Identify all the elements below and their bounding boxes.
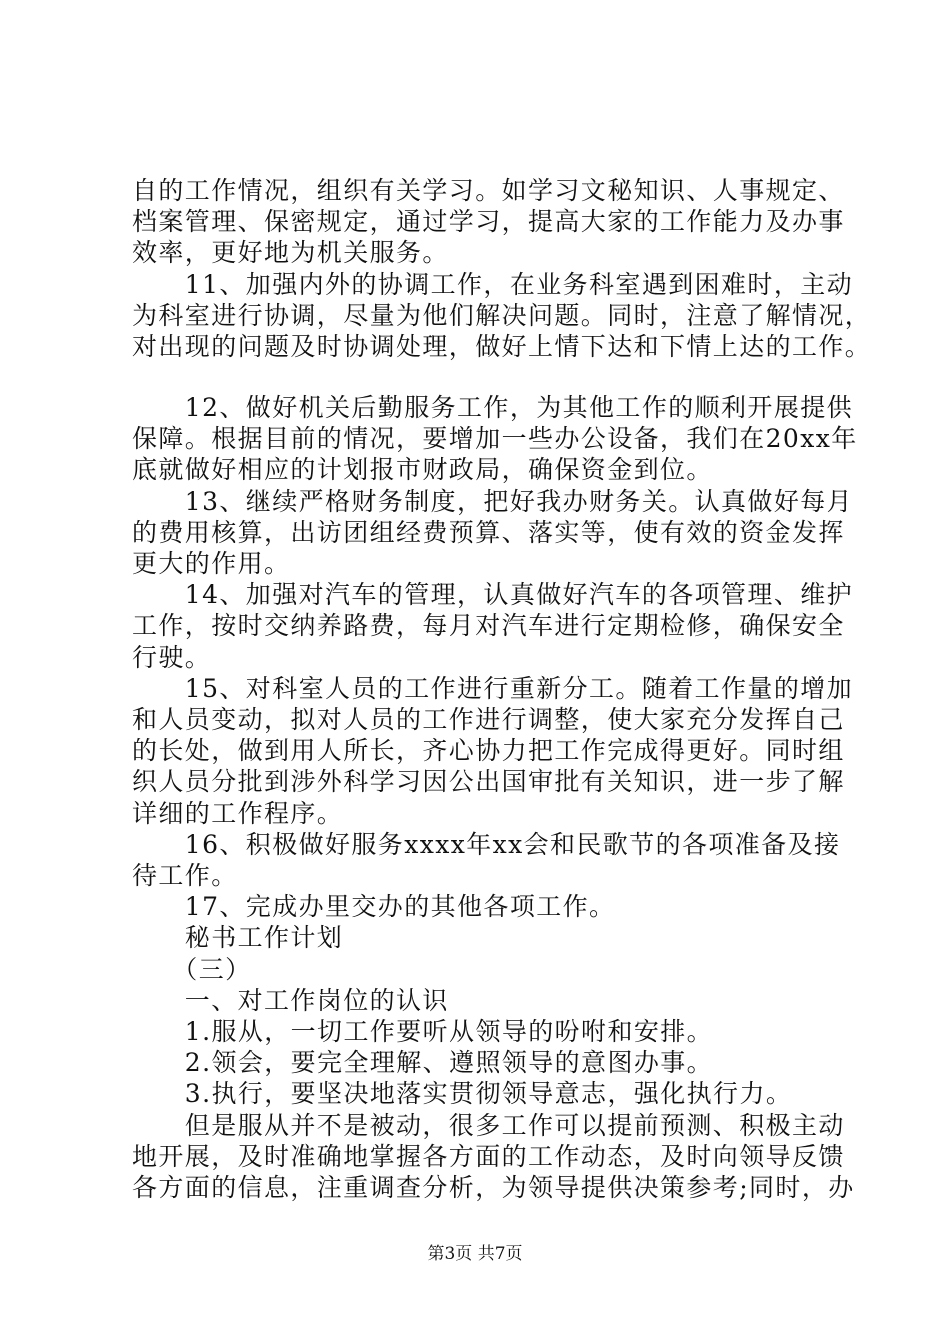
text-line: 为科室进行协调，尽量为他们解决问题。同时，注意了解情况， <box>132 301 872 330</box>
text-line: 更大的作用。 <box>132 549 291 578</box>
section-heading: 一、对工作岗位的认识 <box>132 986 449 1015</box>
text-line: 工作，按时交纳养路费，每月对汽车进行定期检修，确保安全 <box>132 611 845 640</box>
section-title: 秘书工作计划 <box>132 923 344 952</box>
text-line: 自的工作情况，组织有关学习。如学习文秘知识、人事规定、 <box>132 176 845 205</box>
text-line: 底就做好相应的计划报市财政局，确保资金到位。 <box>132 455 713 484</box>
text-line: 对出现的问题及时协调处理，做好上情下达和下情上达的工作。 <box>132 332 872 361</box>
text-line: 17、完成办里交办的其他各项工作。 <box>132 892 616 921</box>
text-line: 16、积极做好服务xxxx年xx会和民歌节的各项准备及接 <box>132 830 841 859</box>
text-line: 11、加强内外的协调工作，在业务科室遇到困难时，主动 <box>132 270 854 299</box>
text-line: 13、继续严格财务制度，把好我办财务关。认真做好每月 <box>132 487 854 516</box>
text-line: 各方面的信息，注重调查分析，为领导提供决策参考;同时，办 <box>132 1173 855 1202</box>
text-line: 15、对科室人员的工作进行重新分工。随着工作量的增加 <box>132 674 854 703</box>
text-line: 14、加强对汽车的管理，认真做好汽车的各项管理、维护 <box>132 580 854 609</box>
text-line: 待工作。 <box>132 861 238 890</box>
text-line: 保障。根据目前的情况，要增加一些办公设备，我们在20xx年 <box>132 424 858 453</box>
text-line: 的长处，做到用人所长，齐心协力把工作完成得更好。同时组 <box>132 736 845 765</box>
text-line: 行驶。 <box>132 643 212 672</box>
list-item: 2.领会，要完全理解、遵照领导的意图办事。 <box>132 1048 714 1077</box>
list-item: 1.服从，一切工作要听从领导的吩咐和安排。 <box>132 1017 714 1046</box>
text-line: 地开展，及时准确地掌握各方面的工作动态，及时向领导反馈 <box>132 1142 845 1171</box>
text-line: 但是服从并不是被动，很多工作可以提前预测、积极主动 <box>132 1111 845 1140</box>
text-line: 12、做好机关后勤服务工作，为其他工作的顺利开展提供 <box>132 393 854 422</box>
page-number-footer: 第3页 共7页 <box>427 1244 523 1264</box>
text-line: 档案管理、保密规定，通过学习，提高大家的工作能力及办事 <box>132 207 845 236</box>
section-number: （三） <box>132 955 252 984</box>
text-line: 效率，更好地为机关服务。 <box>132 238 449 267</box>
text-line: 和人员变动，拟对人员的工作进行调整，使大家充分发挥自己 <box>132 705 845 734</box>
list-item: 3.执行，要坚决地落实贯彻领导意志，强化执行力。 <box>132 1079 793 1108</box>
text-line: 的费用核算，出访团组经费预算、落实等，使有效的资金发挥 <box>132 518 845 547</box>
text-line: 详细的工作程序。 <box>132 799 344 828</box>
text-line: 织人员分批到涉外科学习因公出国审批有关知识，进一步了解 <box>132 767 845 796</box>
